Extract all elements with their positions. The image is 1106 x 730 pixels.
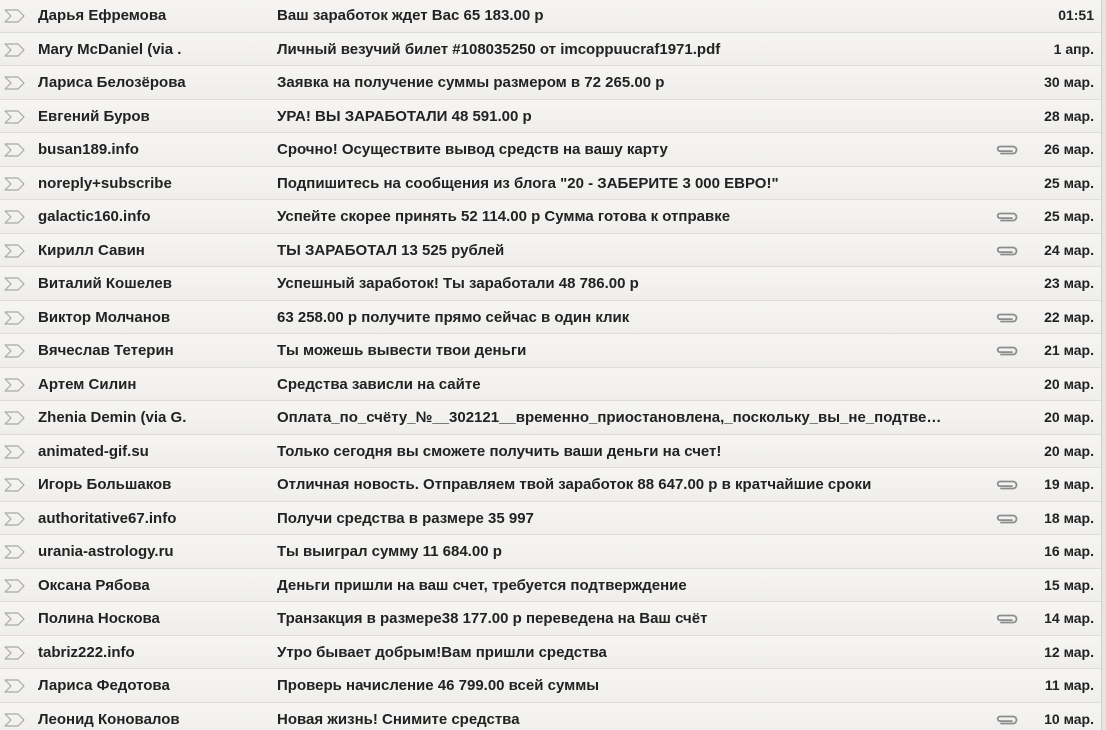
message-subject: Личный везучий билет #108035250 от imcoppuucraf1971.pdf <box>277 40 721 58</box>
message-row[interactable] <box>0 100 1106 134</box>
message-date: 28 мар. <box>1044 107 1094 124</box>
message-row[interactable] <box>0 502 1106 536</box>
paperclip-icon <box>995 479 1019 491</box>
message-row[interactable] <box>0 669 1106 703</box>
importance-marker-icon[interactable] <box>4 478 26 492</box>
message-subject: Проверь начисление 46 799.00 всей суммы <box>277 677 600 694</box>
paperclip-icon <box>995 144 1019 156</box>
message-row[interactable] <box>0 267 1106 301</box>
importance-marker-icon[interactable] <box>4 579 26 593</box>
message-date: 24 мар. <box>1044 241 1094 258</box>
message-date: 23 мар. <box>1044 275 1094 291</box>
message-sender: Виталий Кошелев <box>38 275 172 292</box>
message-subject: Получи средства в размере 35 997 <box>277 509 534 527</box>
paperclip-icon <box>995 245 1019 257</box>
message-date: 20 мар. <box>1044 442 1094 459</box>
paperclip-icon <box>995 513 1019 525</box>
importance-marker-icon[interactable] <box>4 43 26 57</box>
message-sender: authoritative67.info <box>38 509 177 527</box>
message-date: 22 мар. <box>1044 308 1094 325</box>
message-subject: Деньги пришли на ваш счет, требуется подтверждение <box>277 576 687 594</box>
message-subject: УРА! ВЫ ЗАРАБОТАЛИ 48 591.00 р <box>277 107 532 125</box>
message-sender: Полина Носкова <box>38 610 160 627</box>
message-row[interactable] <box>0 0 1106 33</box>
message-date: 11 мар. <box>1044 677 1094 693</box>
message-date: 18 мар. <box>1044 509 1094 526</box>
importance-marker-icon[interactable] <box>4 411 26 425</box>
message-row[interactable] <box>0 703 1106 730</box>
paperclip-icon <box>995 312 1019 324</box>
message-date: 19 мар. <box>1044 476 1094 492</box>
importance-marker-icon[interactable] <box>4 9 26 23</box>
message-sender: Виктор Молчанов <box>38 308 171 326</box>
message-row[interactable] <box>0 133 1106 167</box>
message-row[interactable] <box>0 334 1106 368</box>
message-row[interactable] <box>0 468 1106 502</box>
message-sender: noreply+subscribe <box>38 174 172 192</box>
message-date: 30 мар. <box>1044 74 1094 90</box>
message-date: 12 мар. <box>1044 643 1094 660</box>
importance-marker-icon[interactable] <box>4 244 26 258</box>
message-subject: Новая жизнь! Снимите средства <box>277 710 520 728</box>
message-row[interactable] <box>0 569 1106 603</box>
message-date: 15 мар. <box>1044 576 1094 593</box>
message-subject: 63 258.00 р получите прямо сейчас в один клик <box>277 308 630 326</box>
paperclip-icon <box>995 613 1019 625</box>
message-sender: Лариса Федотова <box>38 677 170 694</box>
message-row[interactable] <box>0 200 1106 234</box>
importance-marker-icon[interactable] <box>4 76 26 90</box>
message-subject: ТЫ ЗАРАБОТАЛ 13 525 рублей <box>277 241 505 259</box>
message-subject: Успешный заработок! Ты заработали 48 786.00 р <box>277 275 639 292</box>
importance-marker-icon[interactable] <box>4 646 26 660</box>
message-sender: Mary McDaniel (via . <box>38 40 182 58</box>
importance-marker-icon[interactable] <box>4 344 26 358</box>
message-sender: Оксана Рябова <box>38 576 150 594</box>
message-row[interactable] <box>0 368 1106 402</box>
message-subject: Только сегодня вы сможете получить ваши деньги на счет! <box>277 442 722 460</box>
message-sender: Кирилл Савин <box>38 241 145 259</box>
message-subject: Транзакция в размере38 177.00 р переведена на Ваш счёт <box>277 610 708 627</box>
message-date: 16 мар. <box>1044 543 1094 559</box>
message-sender: Вячеслав Тетерин <box>38 342 174 359</box>
importance-marker-icon[interactable] <box>4 679 26 693</box>
importance-marker-icon[interactable] <box>4 512 26 526</box>
message-date: 01:51 <box>1058 7 1094 23</box>
message-row[interactable] <box>0 435 1106 469</box>
message-row[interactable] <box>0 535 1106 569</box>
paperclip-icon <box>995 345 1019 357</box>
message-sender: tabriz222.info <box>38 643 135 661</box>
message-row[interactable] <box>0 66 1106 100</box>
message-date: 1 апр. <box>1053 40 1094 57</box>
importance-marker-icon[interactable] <box>4 110 26 124</box>
message-row[interactable] <box>0 33 1106 67</box>
message-subject: Успейте скорее принять 52 114.00 р Сумма готова к отправке <box>277 208 731 225</box>
message-date: 25 мар. <box>1044 208 1094 224</box>
paperclip-icon <box>995 714 1019 726</box>
message-row[interactable] <box>0 234 1106 268</box>
message-date: 20 мар. <box>1044 409 1094 425</box>
message-subject: Подпишитесь на сообщения из блога "20 - ЗАБЕРИТЕ 3 000 ЕВРО!" <box>277 174 779 192</box>
message-date: 25 мар. <box>1044 174 1094 191</box>
importance-marker-icon[interactable] <box>4 378 26 392</box>
message-subject: Средства зависли на сайте <box>277 375 481 393</box>
message-date: 26 мар. <box>1044 141 1094 157</box>
message-subject: Оплата_по_счёту_№__302121__временно_приостановлена,_поскольку_вы_не_подтве… <box>277 409 942 426</box>
message-sender: galactic160.info <box>38 208 151 225</box>
message-sender: Дарья Ефремова <box>38 7 167 24</box>
message-subject: Ты выиграл сумму 11 684.00 р <box>277 543 502 560</box>
importance-marker-icon[interactable] <box>4 612 26 626</box>
message-subject: Срочно! Осуществите вывод средств на вашу карту <box>277 141 668 158</box>
importance-marker-icon[interactable] <box>4 445 26 459</box>
message-subject: Утро бывает добрым!Вам пришли средства <box>277 643 607 661</box>
message-row[interactable] <box>0 301 1106 335</box>
message-subject: Ваш заработок ждет Вас 65 183.00 р <box>277 7 544 24</box>
importance-marker-icon[interactable] <box>4 713 26 727</box>
message-subject: Ты можешь вывести твои деньги <box>277 342 527 359</box>
scrollbar[interactable] <box>1101 0 1106 730</box>
message-row[interactable] <box>0 602 1106 636</box>
message-sender: Игорь Большаков <box>38 476 172 493</box>
message-sender: Артем Силин <box>38 375 137 393</box>
message-sender: animated-gif.su <box>38 442 149 460</box>
message-date: 21 мар. <box>1044 342 1094 358</box>
importance-marker-icon[interactable] <box>4 311 26 325</box>
message-row[interactable] <box>0 167 1106 201</box>
message-row[interactable] <box>0 401 1106 435</box>
message-row[interactable] <box>0 636 1106 670</box>
importance-marker-icon[interactable] <box>4 277 26 291</box>
message-sender: Zhenia Demin (via G. <box>38 409 187 426</box>
importance-marker-icon[interactable] <box>4 177 26 191</box>
message-sender: urania-astrology.ru <box>38 543 174 560</box>
message-sender: busan189.info <box>38 141 139 158</box>
importance-marker-icon[interactable] <box>4 143 26 157</box>
message-date: 20 мар. <box>1044 375 1094 392</box>
importance-marker-icon[interactable] <box>4 210 26 224</box>
message-date: 14 мар. <box>1044 610 1094 626</box>
message-sender: Лариса Белозёрова <box>38 74 186 91</box>
message-date: 10 мар. <box>1044 710 1094 727</box>
message-sender: Леонид Коновалов <box>38 710 180 728</box>
paperclip-icon <box>995 211 1019 223</box>
message-subject: Заявка на получение суммы размером в 72 265.00 р <box>277 74 665 91</box>
message-sender: Евгений Буров <box>38 107 150 125</box>
message-subject: Отличная новость. Отправляем твой заработок 88 647.00 р в кратчайшие сроки <box>277 476 872 493</box>
importance-marker-icon[interactable] <box>4 545 26 559</box>
